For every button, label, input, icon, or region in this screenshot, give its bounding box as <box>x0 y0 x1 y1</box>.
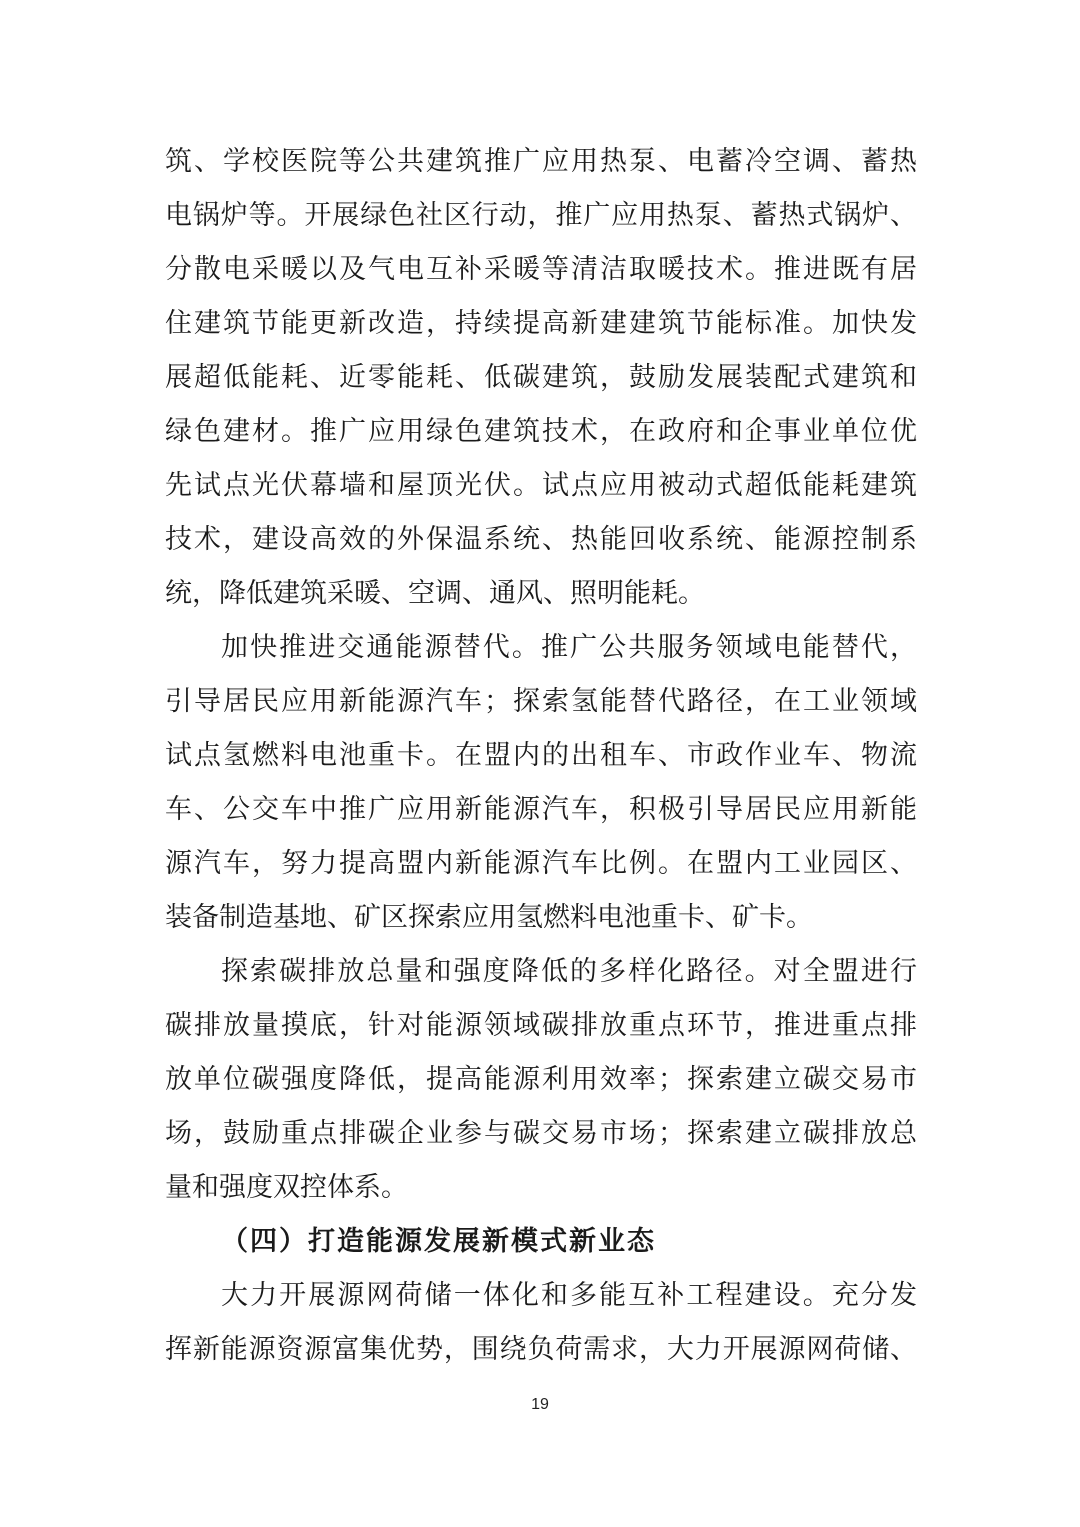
paragraph-2-line-1: 加快推进交通能源替代。推广公共服务领域电能替代， <box>221 632 917 663</box>
paragraph-1-line-3: 分散电采暖以及气电互补采暖等清洁取暖技术。推进既有居 <box>165 254 917 285</box>
paragraph-1-line-4: 住建筑节能更新改造，持续提高新建建筑节能标准。加快发 <box>165 308 917 339</box>
paragraph-4-line-1: 大力开展源网荷储一体化和多能互补工程建设。充分发 <box>221 1280 917 1311</box>
page-number: 19 <box>531 1396 549 1413</box>
section-heading: （四）打造能源发展新模式新业态 <box>221 1226 656 1257</box>
paragraph-2-line-3: 试点氢燃料电池重卡。在盟内的出租车、市政作业车、物流 <box>165 740 917 771</box>
paragraph-3-line-5: 量和强度双控体系。 <box>165 1172 408 1203</box>
paragraph-2-line-4: 车、公交车中推广应用新能源汽车，积极引导居民应用新能 <box>165 794 917 825</box>
paragraph-1-line-8: 技术，建设高效的外保温系统、热能回收系统、能源控制系 <box>165 524 917 555</box>
paragraph-3-line-1: 探索碳排放总量和强度降低的多样化路径。对全盟进行 <box>221 956 917 987</box>
paragraph-1-line-5: 展超低能耗、近零能耗、低碳建筑，鼓励发展装配式建筑和 <box>165 362 917 393</box>
paragraph-2-line-5: 源汽车，努力提高盟内新能源汽车比例。在盟内工业园区、 <box>165 848 917 879</box>
paragraph-1-line-2: 电锅炉等。开展绿色社区行动，推广应用热泵、蓄热式锅炉、 <box>165 200 917 231</box>
paragraph-3-line-4: 场，鼓励重点排碳企业参与碳交易市场；探索建立碳排放总 <box>165 1118 917 1149</box>
paragraph-4-line-2: 挥新能源资源富集优势，围绕负荷需求，大力开展源网荷储、 <box>165 1334 917 1365</box>
paragraph-1-line-6: 绿色建材。推广应用绿色建筑技术，在政府和企事业单位优 <box>165 416 917 447</box>
paragraph-1-line-1: 筑、学校医院等公共建筑推广应用热泵、电蓄冷空调、蓄热 <box>165 146 917 177</box>
paragraph-3-line-2: 碳排放量摸底，针对能源领域碳排放重点环节，推进重点排 <box>165 1010 917 1041</box>
paragraph-3-line-3: 放单位碳强度降低，提高能源利用效率；探索建立碳交易市 <box>165 1064 917 1095</box>
paragraph-2-line-2: 引导居民应用新能源汽车；探索氢能替代路径，在工业领域 <box>165 686 917 717</box>
paragraph-1-line-7: 先试点光伏幕墙和屋顶光伏。试点应用被动式超低能耗建筑 <box>165 470 917 501</box>
paragraph-2-line-6: 装备制造基地、矿区探索应用氢燃料电池重卡、矿卡。 <box>165 902 813 933</box>
paragraph-1-line-9: 统，降低建筑采暖、空调、通风、照明能耗。 <box>165 578 705 609</box>
